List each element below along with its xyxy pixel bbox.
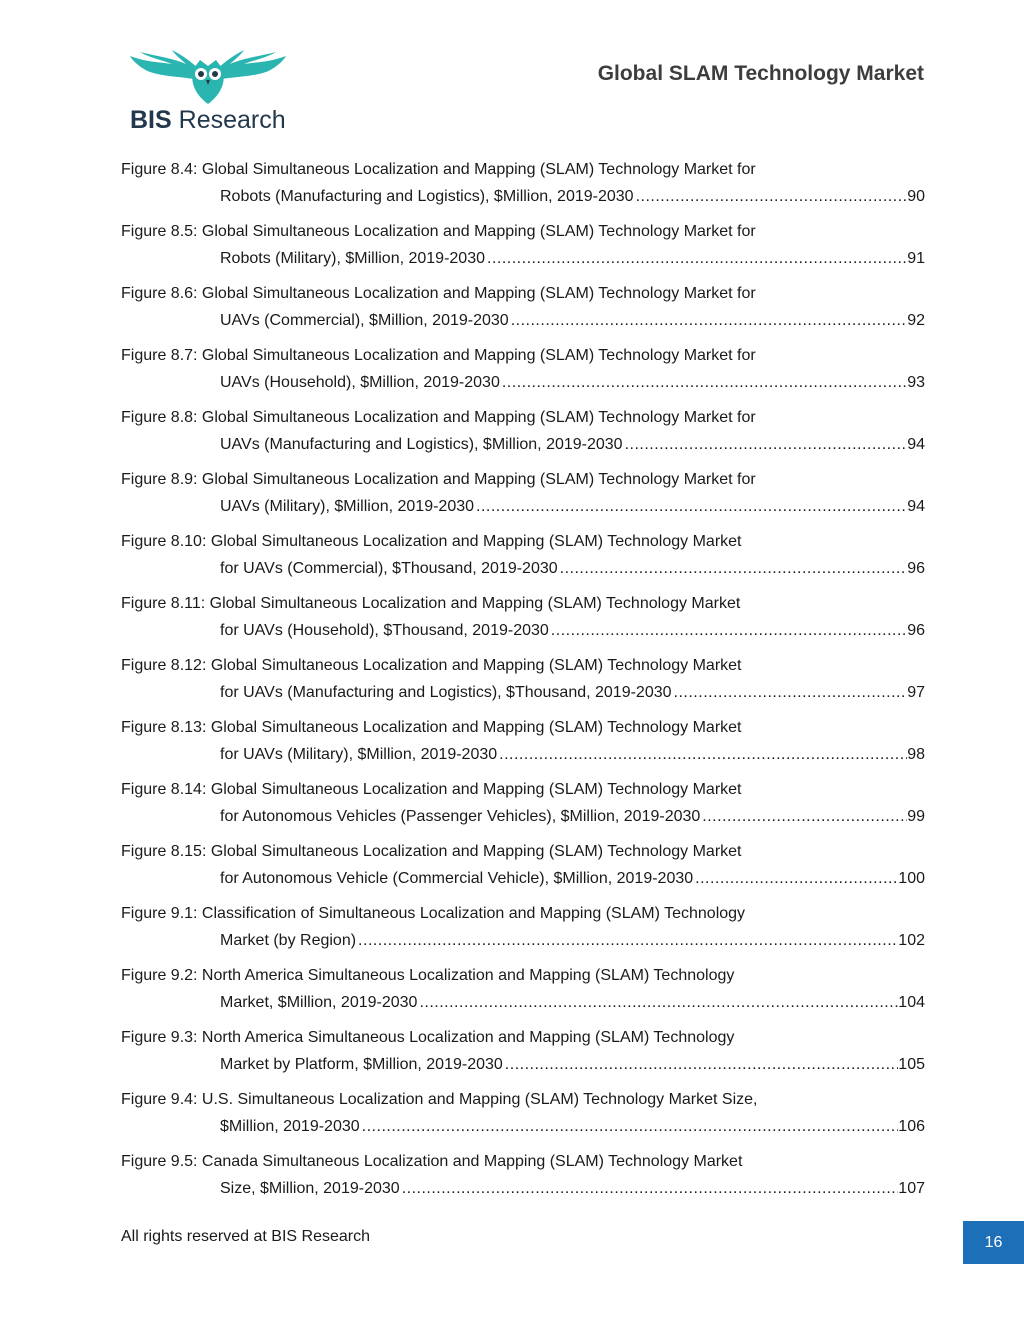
- dot-leader: [356, 927, 898, 954]
- toc-entry-page: 106: [898, 1118, 925, 1135]
- toc-entry-caption: Figure 8.10: Global Simultaneous Localization and Mapping (SLAM) Technology Market: [121, 533, 742, 550]
- dot-leader: [623, 431, 908, 458]
- toc-entry-continuation: [220, 245, 925, 272]
- toc-entry-caption: Figure 8.14: Global Simultaneous Localization and Mapping (SLAM) Technology Market: [121, 781, 742, 798]
- dot-leader: [360, 1113, 899, 1140]
- toc-entry[interactable]: [121, 280, 925, 342]
- toc-entry-caption-rest: for Autonomous Vehicles (Passenger Vehicles), $Million, 2019-2030: [220, 808, 701, 825]
- bis-research-logo: [128, 48, 288, 140]
- toc-entry-caption-rest: for UAVs (Household), $Thousand, 2019-2030: [220, 622, 549, 639]
- toc-entry-continuation: [220, 493, 925, 520]
- toc-entry-caption-rest: for UAVs (Military), $Million, 2019-2030: [220, 746, 498, 763]
- toc-entry[interactable]: [121, 1024, 925, 1086]
- toc-entry-page: 91: [907, 250, 925, 267]
- toc-entry-caption-rest: Market (by Region): [220, 932, 357, 949]
- dot-leader: [558, 555, 908, 582]
- toc-entry-continuation: [220, 431, 925, 458]
- toc-entry-caption-rest: UAVs (Military), $Million, 2019-2030: [220, 498, 475, 515]
- toc-entry-page: 102: [898, 932, 925, 949]
- toc-entry-caption: Figure 8.8: Global Simultaneous Localization and Mapping (SLAM) Technology Market for: [121, 409, 756, 426]
- toc-entry-caption-rest: Size, $Million, 2019-2030: [220, 1180, 400, 1197]
- dot-leader: [693, 865, 898, 892]
- toc-entry[interactable]: [121, 342, 925, 404]
- document-title: Global SLAM Technology Market: [597, 62, 924, 85]
- toc-entry-caption: Figure 9.1: Classification of Simultaneous Localization and Mapping (SLAM) Technology: [121, 905, 746, 922]
- toc-entry-caption-rest: Market, $Million, 2019-2030: [220, 994, 418, 1011]
- toc-entry-caption-rest: Robots (Military), $Million, 2019-2030: [220, 250, 485, 267]
- dot-leader: [474, 493, 907, 520]
- dot-leader: [509, 307, 908, 334]
- toc-entry[interactable]: [121, 776, 925, 838]
- toc-entry[interactable]: [121, 1086, 925, 1148]
- toc-entry[interactable]: [121, 528, 925, 590]
- toc-entry-continuation: [220, 989, 925, 1016]
- toc-entry[interactable]: [121, 590, 925, 652]
- dot-leader: [549, 617, 907, 644]
- dot-leader: [500, 369, 907, 396]
- toc-entry-page: 94: [907, 436, 925, 453]
- toc-entry-caption: Figure 8.5: Global Simultaneous Localization and Mapping (SLAM) Technology Market for: [121, 223, 756, 240]
- toc-entry-caption-rest: Robots (Manufacturing and Logistics), $Million, 2019-2030: [220, 188, 634, 205]
- toc-entry-continuation: [220, 1051, 925, 1078]
- toc-entry-continuation: [220, 617, 925, 644]
- toc-entry-caption-rest: for UAVs (Commercial), $Thousand, 2019-2030: [220, 560, 558, 577]
- toc-entry[interactable]: [121, 962, 925, 1024]
- toc-entry-continuation: [220, 555, 925, 582]
- toc-entry-caption: Figure 8.9: Global Simultaneous Localization and Mapping (SLAM) Technology Market for: [121, 471, 756, 488]
- toc-entry-caption-rest: UAVs (Household), $Million, 2019-2030: [220, 374, 500, 391]
- toc-entry-page: 97: [907, 684, 925, 701]
- dot-leader: [497, 741, 907, 768]
- toc-entry-page: 90: [907, 188, 925, 205]
- toc-entry-page: 105: [898, 1056, 925, 1073]
- toc-entry-caption: Figure 8.12: Global Simultaneous Localization and Mapping (SLAM) Technology Market: [121, 657, 742, 674]
- toc-entry-continuation: [220, 865, 925, 892]
- page-number: 16: [984, 1233, 1003, 1251]
- toc-entry[interactable]: [121, 404, 925, 466]
- toc-entry-caption: Figure 8.15: Global Simultaneous Localization and Mapping (SLAM) Technology Market: [121, 843, 742, 860]
- dot-leader: [503, 1051, 899, 1078]
- toc-entry-page: 100: [898, 870, 925, 887]
- dot-leader: [417, 989, 898, 1016]
- toc-entry-page: 93: [907, 374, 925, 391]
- toc-entry-continuation: [220, 1113, 925, 1140]
- toc-entry-caption: Figure 9.2: North America Simultaneous Localization and Mapping (SLAM) Technology: [121, 967, 735, 984]
- footer-rights: All rights reserved at BIS Research: [121, 1228, 370, 1245]
- toc-entry-caption: Figure 9.4: U.S. Simultaneous Localization and Mapping (SLAM) Technology Market Size,: [121, 1091, 758, 1108]
- owl-icon: [128, 48, 288, 108]
- toc-entry-caption: Figure 8.7: Global Simultaneous Localization and Mapping (SLAM) Technology Market for: [121, 347, 756, 364]
- toc-entry-caption-rest: $Million, 2019-2030: [220, 1118, 360, 1135]
- toc-entry-continuation: [220, 741, 925, 768]
- toc-entry-page: 96: [907, 560, 925, 577]
- list-of-figures: [121, 156, 925, 1210]
- toc-entry-continuation: [220, 307, 925, 334]
- toc-entry-caption-rest: for UAVs (Manufacturing and Logistics), $Thousand, 2019-2030: [220, 684, 672, 701]
- toc-entry-caption: Figure 9.5: Canada Simultaneous Localization and Mapping (SLAM) Technology Market: [121, 1153, 743, 1170]
- toc-entry[interactable]: [121, 652, 925, 714]
- toc-entry[interactable]: [121, 838, 925, 900]
- toc-entry-caption-rest: UAVs (Manufacturing and Logistics), $Million, 2019-2030: [220, 436, 623, 453]
- toc-entry-caption-rest: for Autonomous Vehicle (Commercial Vehicle), $Million, 2019-2030: [220, 870, 694, 887]
- dot-leader: [485, 245, 907, 272]
- toc-entry-page: 99: [907, 808, 925, 825]
- toc-entry-caption: Figure 8.11: Global Simultaneous Localization and Mapping (SLAM) Technology Market: [121, 595, 741, 612]
- toc-entry-caption: Figure 8.4: Global Simultaneous Localization and Mapping (SLAM) Technology Market for: [121, 161, 756, 178]
- toc-entry-page: 92: [907, 312, 925, 329]
- toc-entry-page: 107: [898, 1180, 925, 1197]
- toc-entry-page: 104: [898, 994, 925, 1011]
- toc-entry-continuation: [220, 679, 925, 706]
- toc-entry[interactable]: [121, 900, 925, 962]
- dot-leader: [672, 679, 908, 706]
- logo-wordmark: BIS Research: [130, 106, 286, 134]
- toc-entry-page: 94: [907, 498, 925, 515]
- toc-entry-continuation: [220, 803, 925, 830]
- toc-entry-caption-rest: UAVs (Commercial), $Million, 2019-2030: [220, 312, 509, 329]
- toc-entry-caption: Figure 8.13: Global Simultaneous Localization and Mapping (SLAM) Technology Market: [121, 719, 742, 736]
- page-number-badge: [963, 1221, 1024, 1264]
- toc-entry-page: 98: [907, 746, 925, 763]
- toc-entry[interactable]: [121, 218, 925, 280]
- dot-leader: [634, 183, 908, 210]
- dot-leader: [700, 803, 907, 830]
- toc-entry-continuation: [220, 183, 925, 210]
- toc-entry-continuation: [220, 1175, 925, 1202]
- toc-entry-continuation: [220, 369, 925, 396]
- toc-entry-caption: Figure 9.3: North America Simultaneous Localization and Mapping (SLAM) Technology: [121, 1029, 735, 1046]
- toc-entry-caption: Figure 8.6: Global Simultaneous Localization and Mapping (SLAM) Technology Market for: [121, 285, 756, 302]
- toc-entry-continuation: [220, 927, 925, 954]
- toc-entry[interactable]: [121, 714, 925, 776]
- toc-entry-caption-rest: Market by Platform, $Million, 2019-2030: [220, 1056, 503, 1073]
- toc-entry[interactable]: [121, 466, 925, 528]
- toc-entry[interactable]: [121, 156, 925, 218]
- toc-entry[interactable]: [121, 1148, 925, 1210]
- toc-entry-page: 96: [907, 622, 925, 639]
- dot-leader: [400, 1175, 899, 1202]
